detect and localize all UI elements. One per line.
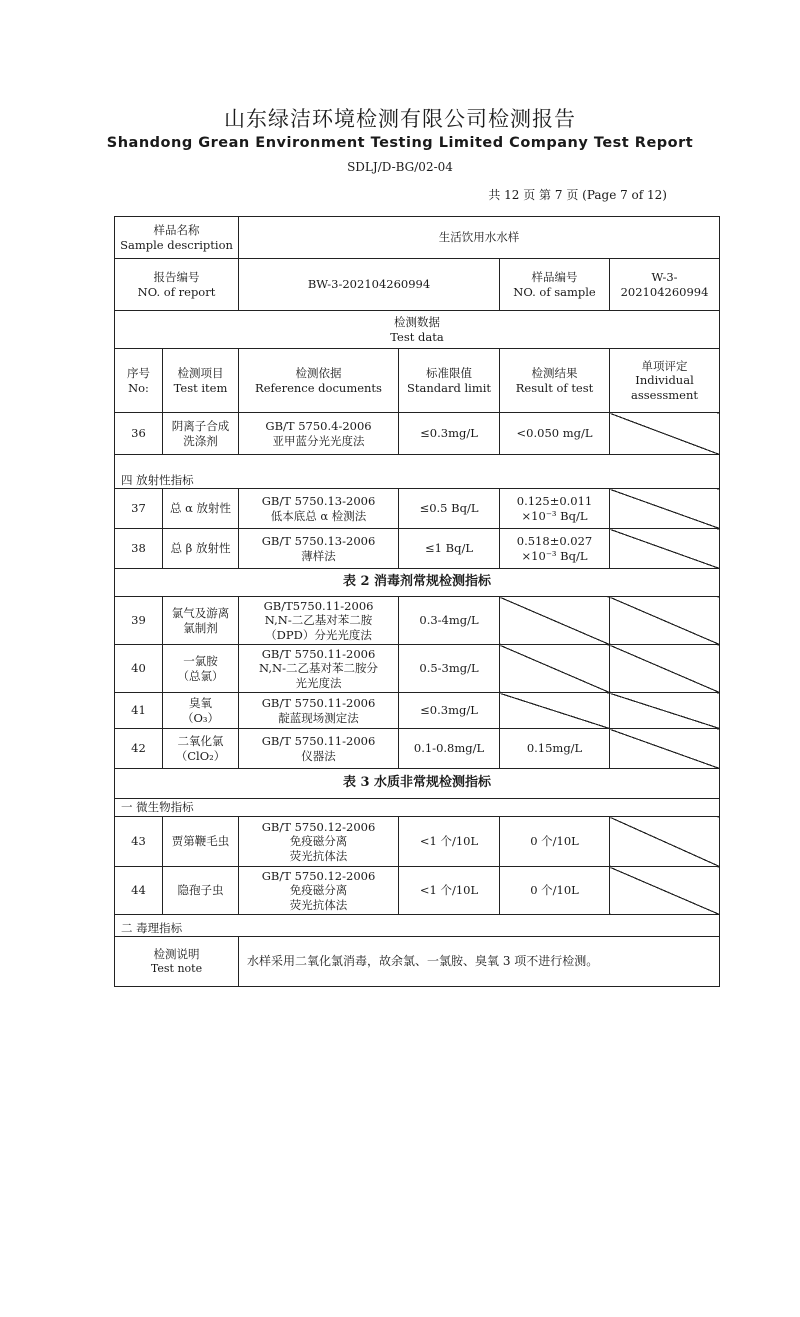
- row-assess: [610, 693, 720, 729]
- row-result: 0 个/10L: [500, 817, 610, 867]
- row-item-line: 洗涤剂: [183, 433, 218, 448]
- row-ref-line: GB/T 5750.11-2006: [261, 734, 376, 749]
- col-no-cn: 序号: [127, 366, 150, 381]
- row-item: [163, 413, 239, 455]
- col-result-en: Result of test: [515, 380, 594, 395]
- report-title-cn: 山东绿洁环境检测有限公司检测报告: [224, 107, 576, 131]
- table-row: [115, 645, 720, 693]
- col-assess-cn: 单项评定: [641, 358, 688, 373]
- row-item-line: 二氧化氯: [177, 734, 224, 749]
- table-row: [115, 413, 720, 455]
- row-assess: [610, 729, 720, 769]
- row-no: 43: [115, 817, 163, 867]
- table3-title: 表 3 水质非常规检测指标: [115, 769, 720, 799]
- row-ref: [239, 817, 399, 867]
- col-limit-en: Standard limit: [406, 380, 492, 395]
- report-no-label-cn: 报告编号: [153, 270, 200, 285]
- row-item-line: 氯制剂: [183, 620, 218, 635]
- row-ref-line: 靛蓝现场测定法: [278, 710, 359, 725]
- row-result: <0.050 mg/L: [500, 413, 610, 455]
- sample-no-label-cn: 样品编号: [531, 270, 578, 285]
- row-assess: [610, 529, 720, 569]
- row-item-line: 阴离子合成: [171, 419, 230, 434]
- row-item: 隐孢子虫: [163, 867, 239, 915]
- report-no-label: [115, 259, 239, 311]
- report-table: [114, 216, 720, 987]
- test-note-text: 水样采用二氧化氯消毒，故余氯、一氯胺、臭氧 3 项不进行检测。: [239, 937, 720, 987]
- col-limit: [399, 349, 500, 413]
- document-code: SDLJ/D-BG/02-04: [347, 160, 453, 174]
- row-assess: [610, 645, 720, 693]
- report-no-value: BW-3-202104260994: [239, 259, 500, 311]
- row-ref-line: GB/T 5750.11-2006: [261, 646, 376, 661]
- table-row: [115, 693, 720, 729]
- row-limit: ≤0.5 Bq/L: [399, 489, 500, 529]
- table-row: [115, 529, 720, 569]
- table-row: [115, 817, 720, 867]
- row-ref-line: 荧光抗体法: [289, 848, 348, 863]
- row-ref-line: N,N-二乙基对苯二胺分: [259, 661, 378, 676]
- col-ref: [239, 349, 399, 413]
- table-row: [115, 489, 720, 529]
- row-limit: ≤0.3mg/L: [399, 413, 500, 455]
- col-result: [500, 349, 610, 413]
- table-row: [115, 597, 720, 645]
- row-ref: [239, 529, 399, 569]
- row-result-line: 0.518±0.027: [516, 534, 593, 549]
- row-limit: 0.5-3mg/L: [399, 645, 500, 693]
- row-no: 38: [115, 529, 163, 569]
- row-item: 总 α 放射性: [163, 489, 239, 529]
- row-result: [500, 489, 610, 529]
- row-item-line: 氯气及游离: [171, 606, 230, 621]
- col-assess-en1: Individual: [635, 373, 694, 388]
- row-result: [500, 693, 610, 729]
- table-row: [115, 867, 720, 915]
- col-ref-cn: 检测依据: [295, 366, 342, 381]
- row-ref-line: 光光度法: [295, 675, 342, 690]
- row-no: 41: [115, 693, 163, 729]
- sample-no-label: [500, 259, 610, 311]
- col-limit-cn: 标准限值: [426, 366, 473, 381]
- row-assess: [610, 867, 720, 915]
- sample-no-label-en: NO. of sample: [513, 284, 596, 299]
- section-toxicology: 二 毒理指标: [115, 915, 720, 937]
- row-limit: <1 个/10L: [399, 817, 500, 867]
- row-ref-line: GB/T5750.11-2006: [263, 598, 374, 613]
- col-ref-en: Reference documents: [255, 380, 382, 395]
- row-limit: 0.1-0.8mg/L: [399, 729, 500, 769]
- row-no: 44: [115, 867, 163, 915]
- test-data-cn: 检测数据: [394, 315, 440, 330]
- section-radioactivity: 四 放射性指标: [115, 455, 720, 489]
- row-item: [163, 597, 239, 645]
- test-note-label-cn: 检测说明: [153, 947, 200, 962]
- row-ref-line: 低本底总 α 检测法: [270, 508, 367, 523]
- row-ref: [239, 729, 399, 769]
- row-result: [500, 645, 610, 693]
- row-ref-line: 荧光抗体法: [289, 897, 348, 912]
- table-row: [115, 729, 720, 769]
- test-data-en: Test data: [390, 329, 444, 344]
- row-item-line: （O₃）: [181, 710, 220, 725]
- row-limit: ≤0.3mg/L: [399, 693, 500, 729]
- row-result: [500, 597, 610, 645]
- col-item-cn: 检测项目: [177, 366, 224, 381]
- row-assess: [610, 597, 720, 645]
- row-item-line: （总氯）: [177, 668, 224, 683]
- row-ref-line: 仪器法: [301, 748, 336, 763]
- row-result-line: 0.125±0.011: [516, 494, 593, 509]
- row-ref-line: （DPD）分光光度法: [265, 627, 372, 642]
- page-info: 共 12 页 第 7 页 (Page 7 of 12): [488, 188, 667, 202]
- row-no: 42: [115, 729, 163, 769]
- col-result-cn: 检测结果: [531, 366, 578, 381]
- row-ref-line: 免疫磁分离: [289, 834, 348, 849]
- row-assess: [610, 817, 720, 867]
- row-ref: [239, 645, 399, 693]
- row-limit: 0.3-4mg/L: [399, 597, 500, 645]
- row-result-line: ×10⁻³ Bq/L: [521, 548, 588, 563]
- sample-desc-label-en: Sample description: [120, 237, 233, 252]
- row-item: [163, 729, 239, 769]
- col-item: [163, 349, 239, 413]
- col-assess: [610, 349, 720, 413]
- col-no: [115, 349, 163, 413]
- col-item-en: Test item: [173, 380, 228, 395]
- row-limit: <1 个/10L: [399, 867, 500, 915]
- row-ref-line: 薄样法: [301, 548, 336, 563]
- row-limit: ≤1 Bq/L: [399, 529, 500, 569]
- row-no: 39: [115, 597, 163, 645]
- sample-desc-label: [115, 217, 239, 259]
- row-no: 40: [115, 645, 163, 693]
- row-item: [163, 645, 239, 693]
- row-ref: [239, 413, 399, 455]
- row-assess: [610, 413, 720, 455]
- col-no-en: No:: [128, 380, 149, 395]
- row-result: 0 个/10L: [500, 867, 610, 915]
- row-ref-line: GB/T 5750.4-2006: [265, 419, 372, 434]
- row-result: 0.15mg/L: [500, 729, 610, 769]
- row-result: [500, 529, 610, 569]
- test-data-header: [115, 311, 720, 349]
- row-item: 贾第鞭毛虫: [163, 817, 239, 867]
- row-ref-line: GB/T 5750.11-2006: [261, 696, 376, 711]
- sample-no-value: W-3-202104260994: [610, 259, 720, 311]
- sample-desc-label-cn: 样品名称: [153, 223, 200, 238]
- row-ref-line: GB/T 5750.13-2006: [261, 534, 376, 549]
- row-item-line: 一氯胺: [183, 654, 218, 669]
- row-no: 37: [115, 489, 163, 529]
- row-ref: [239, 693, 399, 729]
- row-item: 总 β 放射性: [163, 529, 239, 569]
- row-ref: [239, 597, 399, 645]
- row-item: [163, 693, 239, 729]
- row-ref-line: GB/T 5750.12-2006: [261, 868, 376, 883]
- row-item-line: 臭氧: [189, 696, 212, 711]
- report-title-en: Shandong Grean Environment Testing Limited Company Test Report: [106, 135, 694, 151]
- col-assess-en2: assessment: [631, 387, 699, 402]
- row-result-line: ×10⁻³ Bq/L: [521, 508, 588, 523]
- sample-desc-value: 生活饮用水水样: [239, 217, 720, 259]
- table2-title: 表 2 消毒剂常规检测指标: [115, 569, 720, 597]
- row-ref-line: GB/T 5750.13-2006: [261, 494, 376, 509]
- row-ref-line: 免疫磁分离: [289, 883, 348, 898]
- row-ref-line: 亚甲蓝分光光度法: [272, 433, 365, 448]
- row-ref-line: GB/T 5750.12-2006: [261, 819, 376, 834]
- report-no-label-en: NO. of report: [137, 284, 216, 299]
- row-ref: [239, 489, 399, 529]
- test-note-label-en: Test note: [150, 961, 203, 975]
- row-assess: [610, 489, 720, 529]
- test-note-label: [115, 937, 239, 987]
- row-ref-line: N,N-二乙基对苯二胺: [264, 613, 373, 628]
- section-microbial: 一 微生物指标: [115, 799, 720, 817]
- column-header-row: [115, 349, 720, 413]
- row-ref: [239, 867, 399, 915]
- row-no: 36: [115, 413, 163, 455]
- row-item-line: （ClO₂）: [175, 748, 226, 763]
